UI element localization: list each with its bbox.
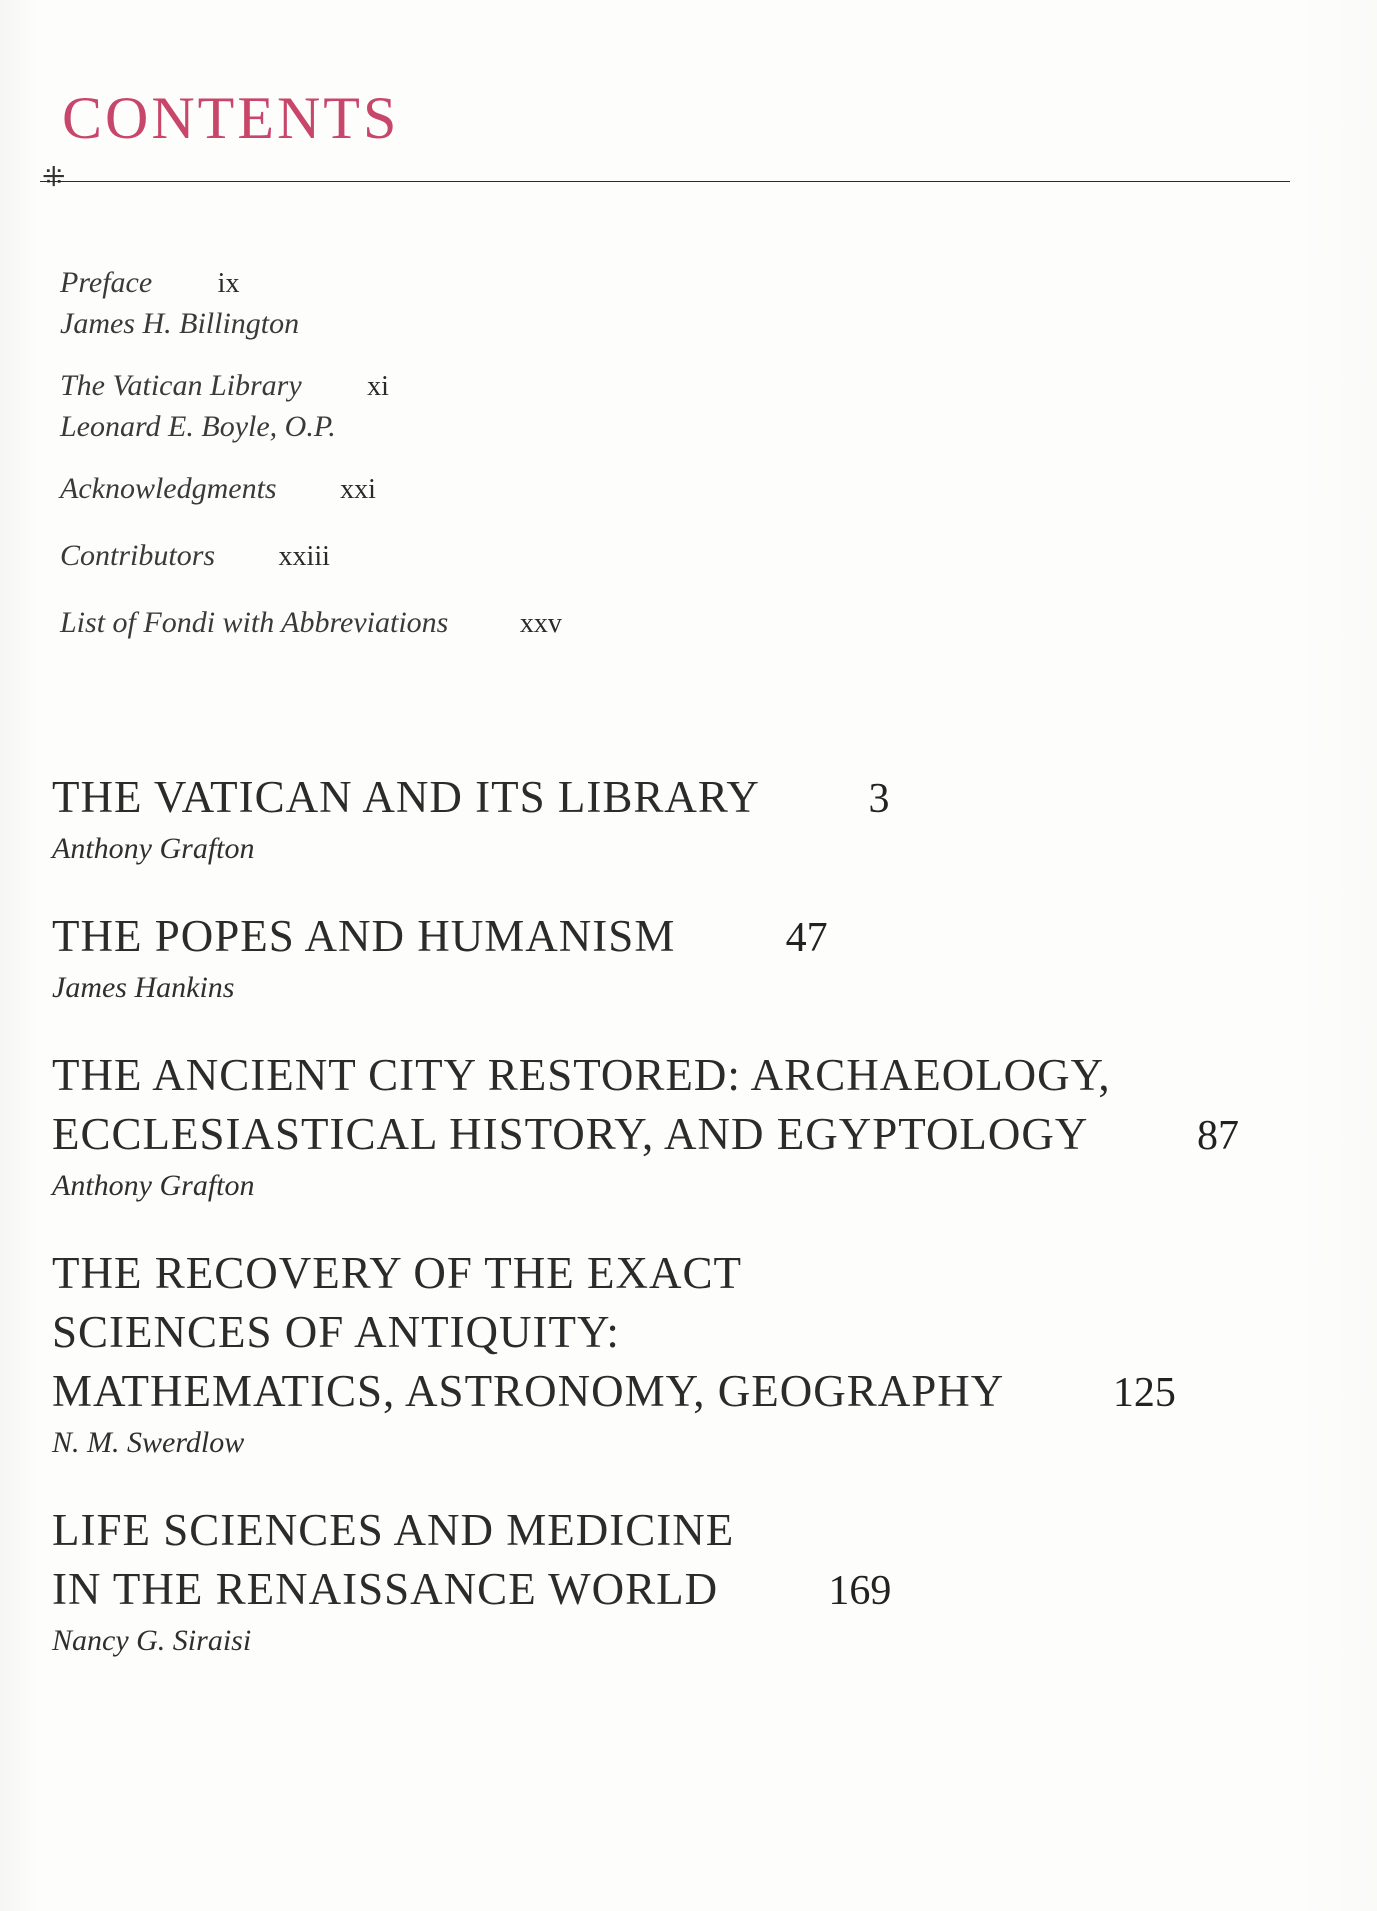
front-item-acknowledgments[interactable]	[60, 468, 760, 511]
essay-title	[52, 907, 1312, 968]
ornament-icon: ⁜	[42, 160, 66, 193]
essay-entry[interactable]	[52, 1501, 1312, 1661]
essay-author: James Hankins	[52, 971, 235, 1004]
essay-title-line: THE RECOVERY OF THE EXACT	[52, 1248, 743, 1298]
essay-page: 87	[1197, 1113, 1239, 1159]
front-item-page: xxi	[340, 474, 376, 505]
essay-page: 3	[868, 776, 890, 822]
essay-page: 169	[828, 1568, 892, 1614]
front-item-preface[interactable]	[60, 262, 760, 343]
essay-title-line	[52, 1560, 1312, 1621]
front-item-line	[60, 262, 760, 305]
front-item-title: The Vatican Library	[60, 369, 302, 402]
front-item-page: xxiii	[278, 541, 330, 572]
front-item-author: Leonard E. Boyle, O.P.	[60, 410, 336, 443]
essay-entry[interactable]	[52, 1046, 1312, 1206]
essay-title-line	[52, 768, 1312, 829]
essay-title	[52, 1501, 1312, 1621]
front-item-title: List of Fondi with Abbreviations	[60, 606, 449, 639]
front-item-page: ix	[217, 268, 240, 299]
essay-title-line	[52, 1105, 1312, 1166]
essay-author: N. M. Swerdlow	[52, 1426, 245, 1459]
front-item-line	[60, 365, 760, 408]
essay-title-line: SCIENCES OF ANTIQUITY:	[52, 1307, 620, 1357]
front-item-title: Preface	[60, 266, 153, 299]
title-rule	[40, 181, 1290, 182]
essay-title	[52, 1046, 1312, 1166]
essay-author: Nancy G. Siraisi	[52, 1624, 252, 1657]
front-item-page: xi	[367, 371, 389, 402]
essay-title-line: LIFE SCIENCES AND MEDICINE	[52, 1505, 735, 1555]
essay-title-line	[52, 1362, 1312, 1423]
front-item-title: Contributors	[60, 539, 216, 572]
front-item-vatican-library[interactable]	[60, 365, 760, 446]
essay-title-text: ECCLESIASTICAL HISTORY, AND EGYPTOLOGY	[52, 1109, 1087, 1159]
essay-title-text: MATHEMATICS, ASTRONOMY, GEOGRAPHY	[52, 1366, 1003, 1416]
front-item-author: James H. Billington	[60, 307, 300, 340]
essay-author: Anthony Grafton	[52, 832, 255, 865]
front-item-line	[60, 535, 760, 578]
essay-entry[interactable]	[52, 768, 1312, 869]
essay-author: Anthony Grafton	[52, 1169, 255, 1202]
front-item-line	[60, 602, 760, 645]
essay-title-text: IN THE RENAISSANCE WORLD	[52, 1564, 719, 1614]
front-item-contributors[interactable]	[60, 535, 760, 578]
front-item-page: xxv	[519, 608, 562, 639]
front-item-list-of-fondi[interactable]	[60, 602, 760, 645]
essay-title-line	[52, 907, 1312, 968]
essay-page: 125	[1112, 1370, 1176, 1416]
essay-title	[52, 1244, 1312, 1423]
essay-title	[52, 768, 1312, 829]
essay-list	[52, 768, 1312, 1699]
front-item-line	[60, 468, 760, 511]
page-title: CONTENTS	[62, 85, 400, 151]
front-item-title: Acknowledgments	[60, 472, 277, 505]
essay-title-text: THE POPES AND HUMANISM	[52, 911, 676, 961]
essay-entry[interactable]	[52, 1244, 1312, 1463]
essay-page: 47	[785, 915, 828, 961]
essay-entry[interactable]	[52, 907, 1312, 1008]
essay-title-text: THE VATICAN AND ITS LIBRARY	[52, 772, 759, 822]
front-matter-list	[60, 262, 760, 667]
essay-title-line: THE ANCIENT CITY RESTORED: ARCHAEOLOGY,	[52, 1050, 1111, 1100]
